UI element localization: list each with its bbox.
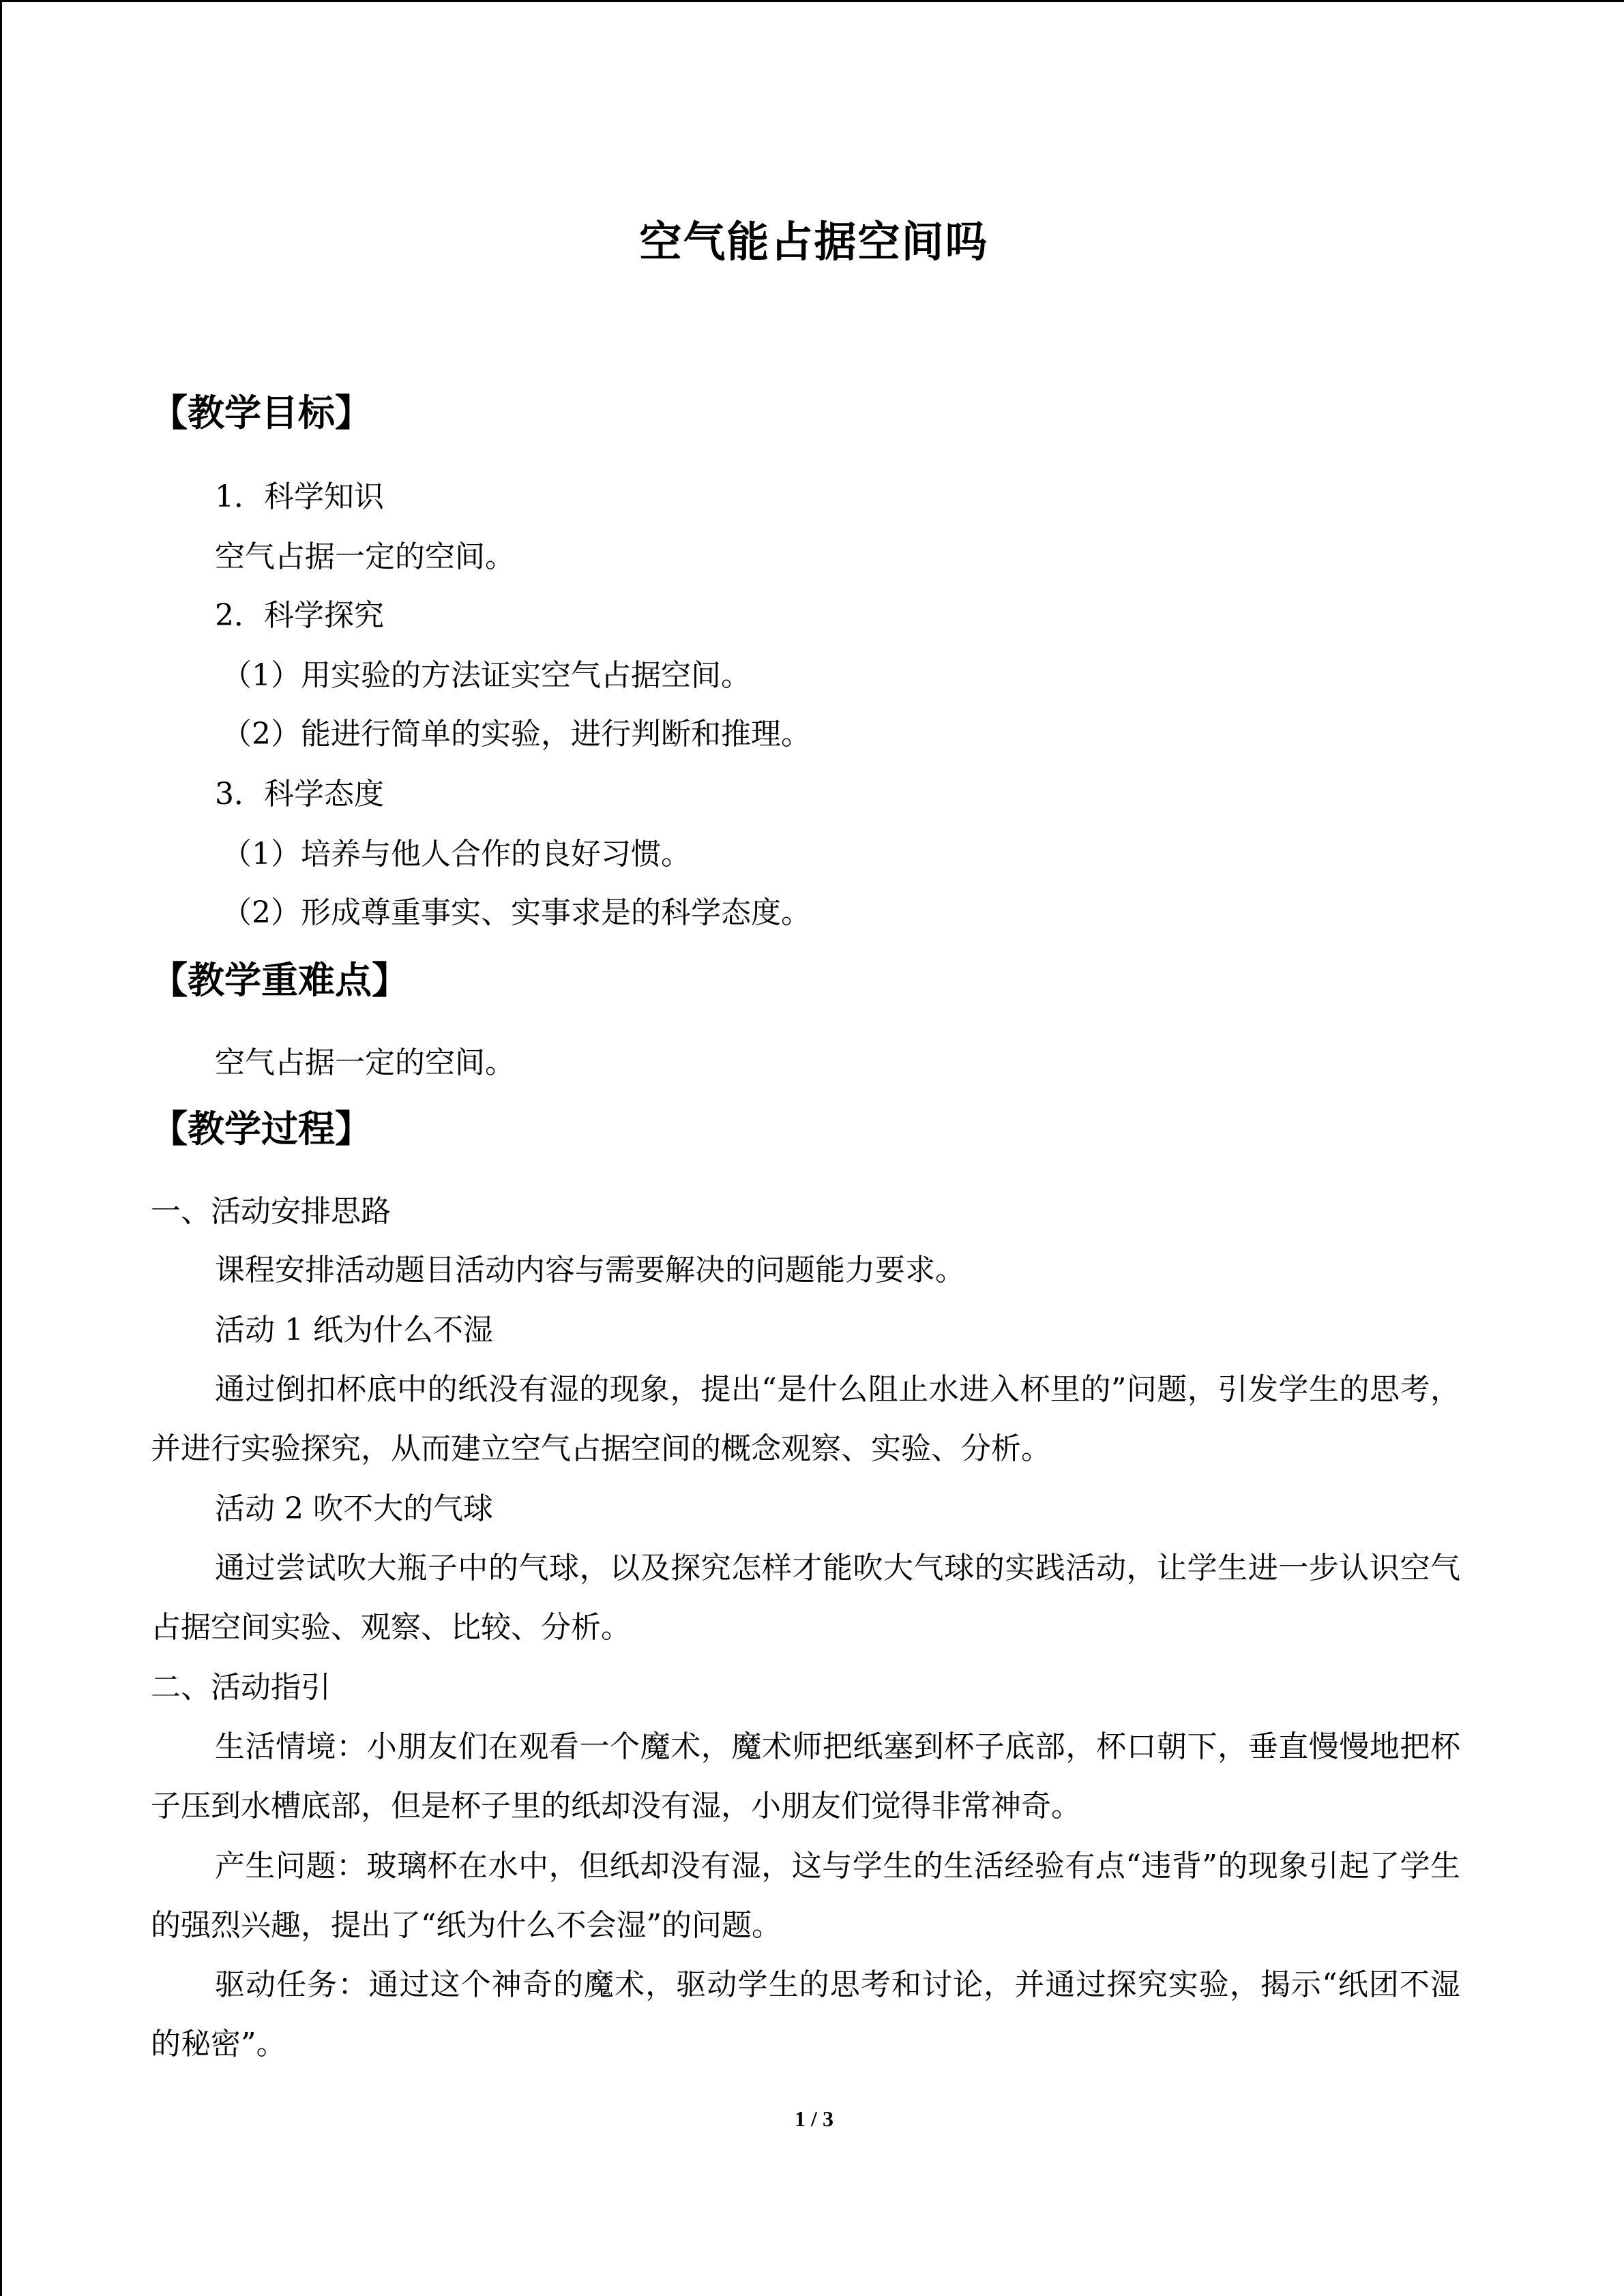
goal-item-inquiry-2: （2）能进行简单的实验，进行判断和推理。 [222,717,811,751]
page-title: 空气能占据空间吗 [639,217,989,267]
page-number: 1 / 3 [795,2106,833,2131]
activity2-title: 活动 2 吹不大的气球 [215,1491,493,1526]
activity2-paragraph: 通过尝试吹大瓶子中的气球，以及探究怎样才能吹大气球的实践活动，让学生进一步认识空气占据空间实验、观察、比较、分析。 [151,1551,1460,1645]
section-heading-key-points: 【教学重难点】 [151,959,409,1002]
activity1-paragraph: 通过倒扣杯底中的纸没有湿的现象，提出“是什么阻止水进入杯里的”问题，引发学生的思考，并进行实验探究，从而建立空气占据空间的概念观察、实验、分析。 [151,1372,1460,1466]
goal-item-attitude-1: （1）培养与他人合作的良好习惯。 [222,837,691,871]
section-heading-teaching-goals: 【教学目标】 [151,391,372,434]
goal-item-knowledge-title: 1．科学知识 [215,479,384,514]
section-heading-teaching-process: 【教学过程】 [151,1107,372,1150]
goal-item-inquiry-1: （1）用实验的方法证实空气占据空间。 [222,658,751,693]
goal-item-knowledge-text: 空气占据一定的空间。 [215,539,515,574]
life-situation-paragraph: 生活情境：小朋友们在观看一个魔术，魔术师把纸塞到杯子底部，杯口朝下，垂直慢慢地把杯子压到水槽底部，但是杯子里的纸却没有湿，小朋友们觉得非常神奇。 [151,1729,1460,1823]
part2-title: 二、活动指引 [151,1670,331,1705]
activity1-title: 活动 1 纸为什么不湿 [215,1313,493,1347]
problem-paragraph: 产生问题：玻璃杯在水中，但纸却没有湿，这与学生的生活经验有点“违背”的现象引起了学生的强烈兴趣，提出了“纸为什么不会湿”的问题。 [151,1849,1460,1943]
goal-item-inquiry-title: 2．科学探究 [215,598,384,633]
part1-intro: 课程安排活动题目活动内容与需要解决的问题能力要求。 [215,1253,965,1287]
driving-task-paragraph: 驱动任务：通过这个神奇的魔术，驱动学生的思考和讨论，并通过探究实验，揭示“纸团不湿的秘密”。 [151,1967,1460,2061]
goal-item-attitude-title: 3．科学态度 [215,777,384,811]
key-point-text: 空气占据一定的空间。 [215,1045,515,1080]
part1-title: 一、活动安排思路 [151,1194,391,1229]
goal-item-attitude-2: （2）形成尊重事实、实事求是的科学态度。 [222,895,811,930]
